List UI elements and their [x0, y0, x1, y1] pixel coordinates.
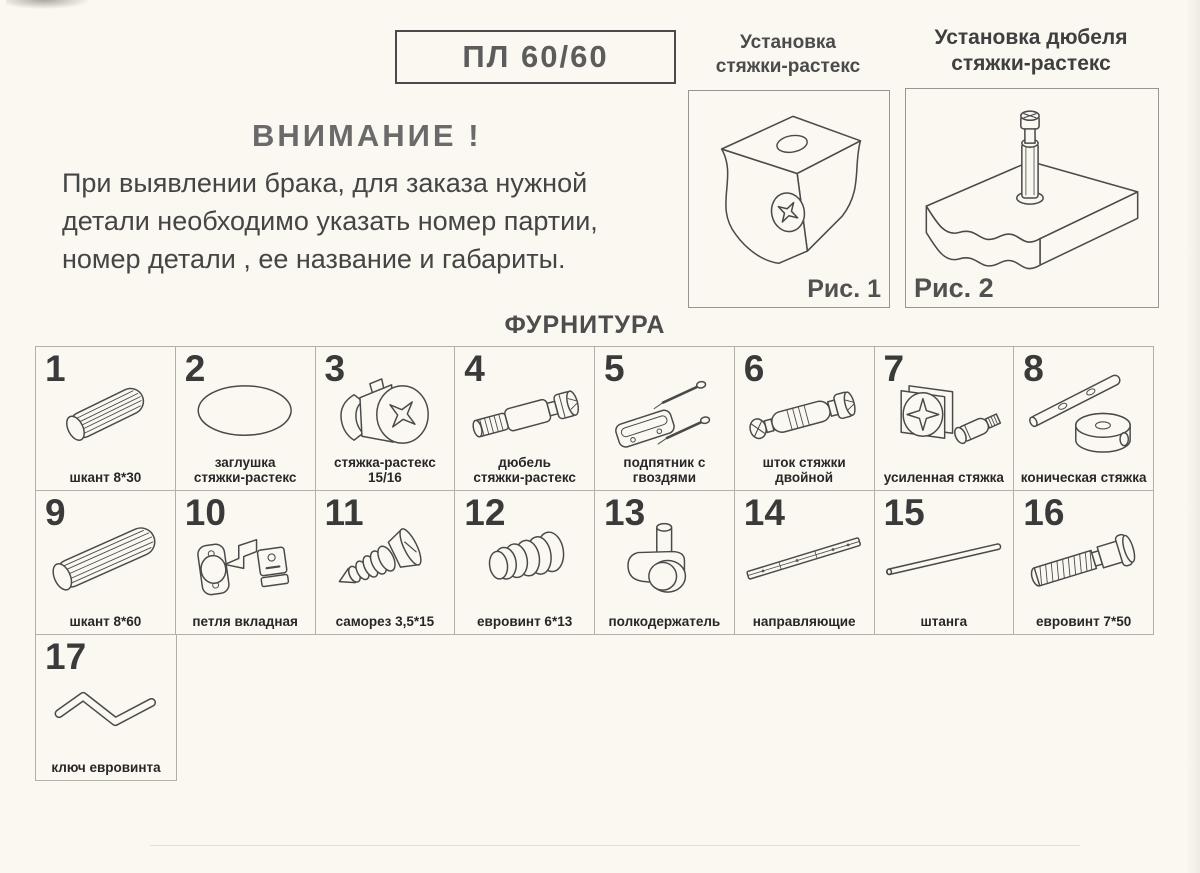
part-cell-15	[875, 491, 1015, 635]
scan-artifact	[6, 0, 90, 9]
warning-line: детали необходимо указать номер партии,	[62, 206, 598, 236]
part-cell-11	[316, 491, 456, 635]
part-cell-10	[176, 491, 316, 635]
scan-edge-shade	[1186, 0, 1200, 873]
part-cell-4	[455, 347, 595, 491]
warning-line: номер детали , ее название и габариты.	[62, 244, 566, 274]
part-label: евровинт 6*13	[477, 613, 573, 629]
screw-icon	[318, 515, 453, 600]
part-number: 2	[184, 348, 206, 389]
hardware-table-row3	[35, 635, 177, 781]
part-cell-17	[36, 635, 177, 781]
part-cell-9	[36, 491, 176, 635]
part-label: подпятник с гвоздями	[623, 455, 706, 485]
part-number: 6	[743, 348, 765, 389]
hardware-table	[35, 346, 1154, 635]
part-cell-13	[595, 491, 735, 635]
part-number: 16	[1023, 492, 1065, 533]
part-label: шток стяжки двойной	[762, 455, 846, 485]
part-cell-2	[176, 347, 316, 491]
part-number: 14	[743, 492, 785, 533]
part-number: 13	[604, 492, 646, 533]
part-number: 9	[45, 492, 66, 533]
rod-icon	[877, 515, 1012, 600]
figure1-title: Установка стяжки-растекс	[715, 32, 861, 77]
conical-connector-icon	[1016, 371, 1151, 456]
drawer-rails-icon	[737, 515, 872, 600]
part-cell-6	[735, 347, 875, 491]
part-number: 10	[184, 492, 226, 533]
scan-line-artifact	[150, 845, 1080, 846]
part-cell-16	[1014, 491, 1154, 635]
part-number: 17	[45, 636, 87, 677]
part-label: шкант 8*60	[69, 613, 142, 629]
euroscrew-long-icon	[1016, 515, 1151, 600]
figure2-title: Установка дюбеля стяжки-растекс	[934, 26, 1128, 75]
figure2-caption: Рис. 2	[914, 273, 994, 303]
dowel-short-icon	[38, 371, 173, 456]
dowel-long-icon	[38, 515, 173, 600]
part-number: 15	[883, 492, 925, 533]
figure1-caption: Рис. 1	[807, 275, 881, 303]
part-cell-14	[735, 491, 875, 635]
section-title: ФУРНИТУРА	[504, 311, 666, 339]
warning-heading: ВНИМАНИЕ !	[252, 118, 482, 153]
part-number: 3	[324, 348, 346, 389]
part-number: 1	[45, 348, 66, 389]
dowel-bolt-icon	[457, 371, 592, 456]
part-number: 11	[324, 492, 364, 533]
part-number: 4	[464, 348, 485, 389]
part-label: евровинт 7*50	[1036, 613, 1132, 629]
euroscrew-short-icon	[457, 515, 592, 600]
glide-with-nails-icon	[597, 371, 732, 456]
part-cell-5	[595, 347, 735, 491]
shelf-holder-icon	[597, 515, 732, 600]
part-number: 12	[464, 492, 506, 533]
part-label: шкант 8*30	[69, 469, 142, 485]
figure1-panel-cam-drawing	[688, 90, 890, 308]
cap-icon	[178, 371, 313, 456]
reinforced-cam-icon	[877, 371, 1012, 456]
part-cell-3	[316, 347, 456, 491]
part-label: стяжка-растекс 15/16	[333, 455, 436, 485]
double-rod-icon	[737, 371, 872, 456]
part-label: усиленная стяжка	[883, 469, 1004, 485]
warning-paragraph	[62, 164, 637, 278]
part-label: дюбель стяжки-растекс	[473, 455, 576, 485]
warning-line: При выявлении брака, для заказа нужной	[62, 168, 588, 198]
model-label: ПЛ 60/60	[462, 39, 609, 74]
part-cell-8	[1014, 347, 1154, 491]
part-cell-7	[875, 347, 1015, 491]
part-number: 5	[604, 348, 625, 389]
part-label: заглушка стяжки-растекс	[193, 455, 297, 485]
hex-key-icon	[38, 659, 174, 746]
part-number: 7	[883, 348, 905, 389]
hinge-icon	[178, 515, 313, 600]
model-label-box	[395, 30, 676, 84]
cam-lock-icon	[318, 371, 453, 456]
part-label: штанга	[920, 613, 968, 629]
part-label: саморез 3,5*15	[335, 613, 435, 629]
part-label: петля вкладная	[192, 613, 298, 629]
part-label: ключ евровинта	[51, 759, 161, 775]
part-cell-1	[36, 347, 176, 491]
part-label: коническая стяжка	[1020, 469, 1147, 485]
part-number: 8	[1023, 348, 1044, 389]
part-cell-12	[455, 491, 595, 635]
figure2-dowel-panel-drawing	[905, 88, 1159, 308]
part-label: полкодержатель	[608, 613, 721, 629]
part-label: направляющие	[752, 613, 856, 629]
